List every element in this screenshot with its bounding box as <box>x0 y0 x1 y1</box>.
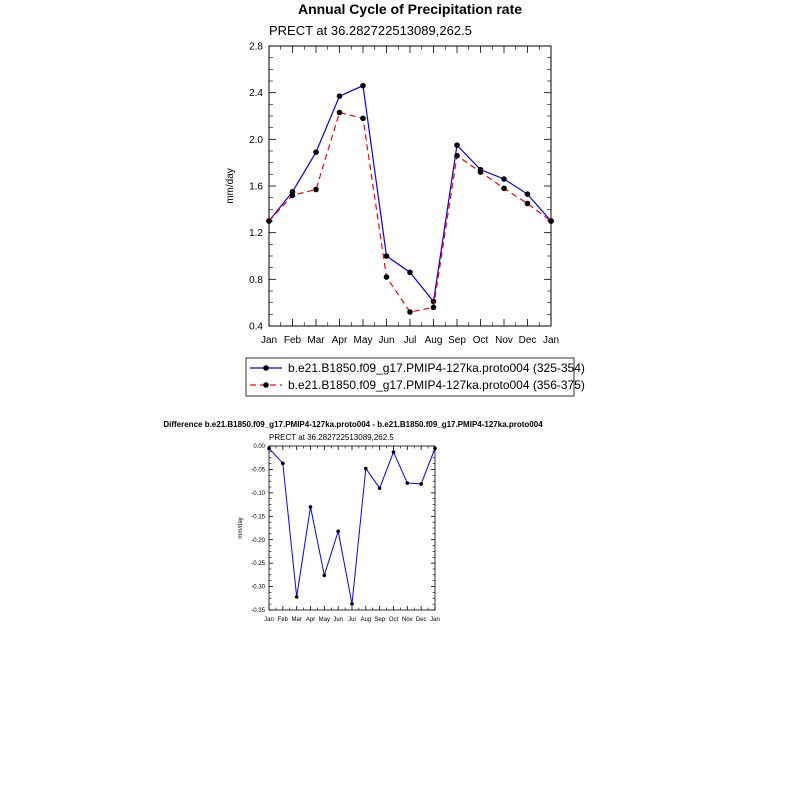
data-point-series-1 <box>267 447 271 451</box>
y-tick-label: 0.00 <box>253 444 265 451</box>
series-line-2 <box>269 113 551 313</box>
x-tick-label: Nov <box>495 335 513 346</box>
chart1-x-axis <box>261 46 559 346</box>
data-point-series-2 <box>313 187 319 193</box>
data-point-series-1 <box>350 602 354 606</box>
x-tick-label: Jan <box>260 335 278 346</box>
data-point-series-1 <box>433 447 437 451</box>
chart1-legend <box>246 358 585 396</box>
data-point-series-2 <box>384 274 390 280</box>
x-tick-label: Aug <box>360 617 372 623</box>
data-point-series-2 <box>290 193 296 199</box>
legend-marker-series-2 <box>263 382 269 388</box>
data-point-series-1 <box>525 191 531 197</box>
data-point-series-1 <box>336 529 340 533</box>
x-tick-label: Aug <box>424 335 443 346</box>
data-point-series-2 <box>360 116 366 122</box>
y-tick-label: -0.35 <box>251 608 265 615</box>
data-point-series-2 <box>478 169 484 175</box>
x-tick-label: May <box>318 617 331 623</box>
x-tick-label: Jul <box>348 617 356 623</box>
series-line-1 <box>269 448 435 604</box>
x-tick-label: Jul <box>403 335 417 346</box>
chart2-y-axis-label: mm/day <box>238 517 244 539</box>
x-tick-label: Jan <box>264 617 274 623</box>
chart1-y-axis-label: mm/day <box>225 168 236 204</box>
data-point-series-2 <box>266 218 272 224</box>
chart2-title: Difference b.e21.B1850.f09_g17.PMIP4-127ka.proto004 - b.e21.B1850.f09_g17.PMIP4-127ka.proto004 <box>163 420 543 429</box>
data-point-series-1 <box>407 270 413 276</box>
data-point-series-2 <box>548 218 554 224</box>
y-tick-label: -0.10 <box>251 490 265 497</box>
y-tick-label: 0.4 <box>249 321 263 333</box>
data-point-series-1 <box>360 83 366 89</box>
chart2-plot-frame <box>269 446 435 610</box>
y-tick-label: 1.2 <box>249 228 263 240</box>
x-tick-label: May <box>353 335 373 346</box>
data-point-series-2 <box>337 110 343 116</box>
x-tick-label: Oct <box>472 335 489 346</box>
y-tick-label: -0.05 <box>251 467 265 474</box>
y-tick-label: 0.8 <box>249 274 263 286</box>
x-tick-label: Jan <box>542 335 560 346</box>
x-tick-label: Dec <box>518 335 537 346</box>
data-point-series-1 <box>406 481 410 485</box>
x-tick-label: Jun <box>333 617 344 623</box>
legend-marker-series-1 <box>263 365 269 371</box>
data-point-series-1 <box>295 595 299 599</box>
data-point-series-1 <box>309 505 313 509</box>
x-tick-label: Oct <box>388 617 399 623</box>
data-point-series-1 <box>364 467 368 471</box>
legend-label-series-2: b.e21.B1850.f09_g17.PMIP4-127ka.proto004 (356-375) <box>288 378 585 392</box>
data-point-series-1 <box>281 462 285 466</box>
x-tick-label: Nov <box>401 617 413 623</box>
x-tick-label: Feb <box>283 335 302 346</box>
y-tick-label: -0.25 <box>251 561 265 568</box>
data-point-series-1 <box>313 149 319 155</box>
y-tick-label: 1.6 <box>249 181 263 193</box>
x-tick-label: Apr <box>331 335 348 346</box>
y-tick-label: 2.4 <box>249 88 263 100</box>
x-tick-label: Mar <box>307 335 325 346</box>
data-point-series-2 <box>454 153 460 159</box>
data-point-series-1 <box>501 176 507 182</box>
data-point-series-1 <box>384 253 390 259</box>
data-point-series-1 <box>419 482 423 486</box>
x-tick-label: Feb <box>277 617 289 623</box>
chart2-subtitle: PRECT at 36.282722513089,262.5 <box>269 433 394 442</box>
y-tick-label: -0.15 <box>251 514 265 521</box>
y-tick-label: -0.20 <box>251 537 265 544</box>
data-point-series-1 <box>323 574 327 578</box>
chart2-y-axis <box>251 444 435 614</box>
chart1-plot-frame <box>269 46 551 326</box>
data-point-series-2 <box>431 305 437 311</box>
x-tick-label: Sep <box>448 335 466 346</box>
x-tick-label: Apr <box>305 617 316 623</box>
data-point-series-2 <box>407 309 413 315</box>
chart1-series-group <box>266 83 554 315</box>
legend-label-series-1: b.e21.B1850.f09_g17.PMIP4-127ka.proto004 (325-354) <box>288 361 585 375</box>
data-point-series-2 <box>501 186 507 192</box>
data-point-series-1 <box>454 142 460 148</box>
series-line-1 <box>269 86 551 302</box>
x-tick-label: Sep <box>374 617 386 623</box>
data-point-series-1 <box>378 486 382 490</box>
data-point-series-1 <box>337 93 343 99</box>
y-tick-label: 2.8 <box>249 41 263 53</box>
annual-cycle-chart <box>225 1 585 396</box>
chart1-title: Annual Cycle of Precipitation rate <box>297 1 523 17</box>
y-tick-label: -0.30 <box>251 584 265 591</box>
data-point-series-1 <box>392 450 396 454</box>
x-tick-label: Jan <box>430 617 440 623</box>
chart2-series-group <box>267 447 437 606</box>
y-tick-label: 2.0 <box>249 134 263 146</box>
x-tick-label: Jun <box>378 335 395 346</box>
x-tick-label: Dec <box>415 617 427 623</box>
difference-chart <box>163 420 543 623</box>
data-point-series-2 <box>525 201 531 207</box>
chart1-subtitle: PRECT at 36.282722513089,262.5 <box>269 23 472 38</box>
x-tick-label: Mar <box>291 617 302 623</box>
